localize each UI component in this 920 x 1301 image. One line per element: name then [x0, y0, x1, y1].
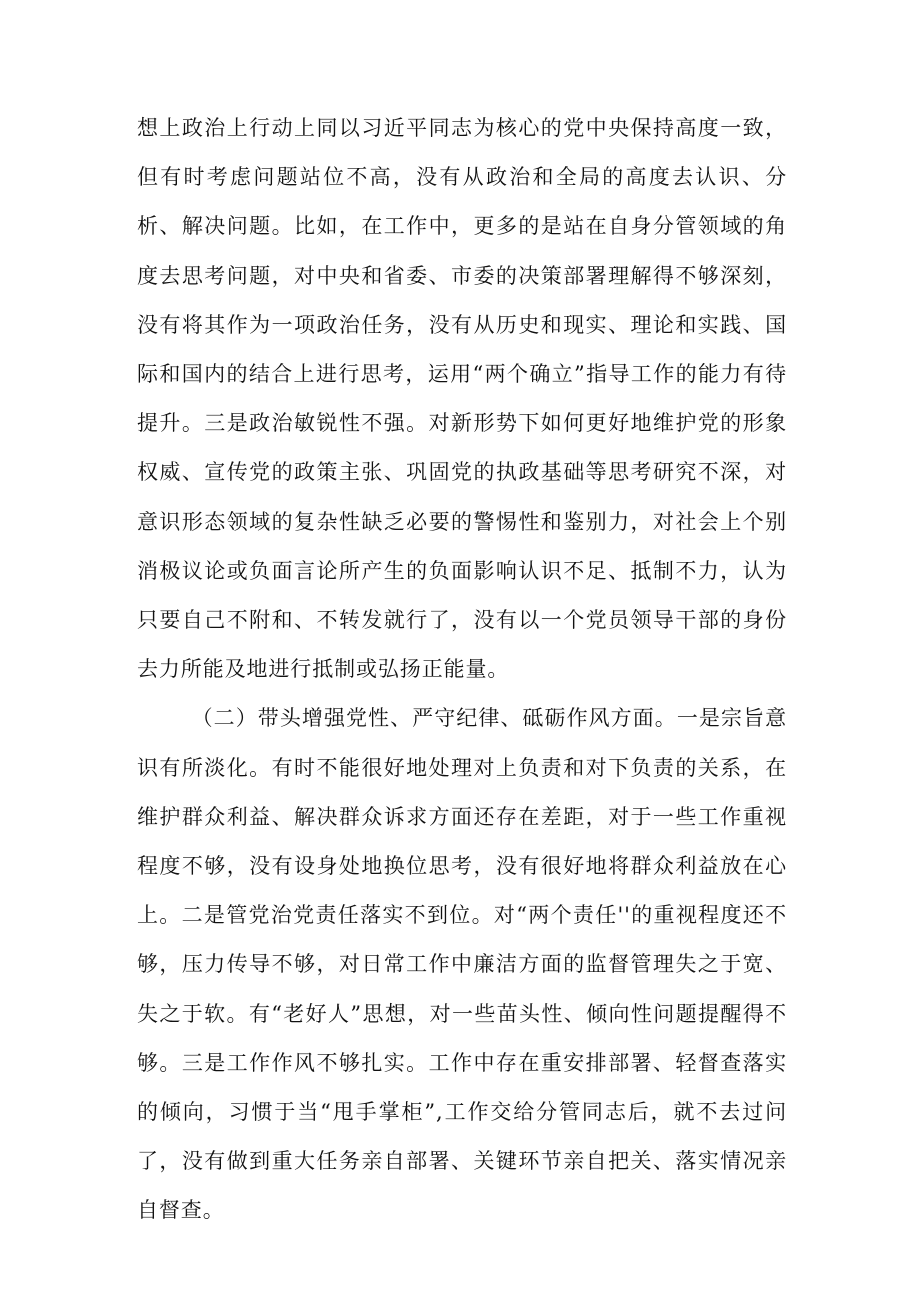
document-body [137, 104, 787, 1236]
paragraph-party-discipline: （二）带头增强党性、严守纪律、砥砺作风方面。一是宗旨意识有所淡化。有时不能很好地处理对上负责和对下负责的关系，在维护群众利益、解决群众诉求方面还存在差距，对于一些工作重视程度不够，没有设身处地换位思考，没有很好地将群众利益放在心上。二是管党治党责任落实不到位。对“两个责任''的重视程度还不够，压力传导不够，对日常工作中廉洁方面的监督管理失之于宽、失之于软。有“老好人”思想，对一些苗头性、倾向性问题提醒得不够。三是工作作风不够扎实。工作中存在重安排部署、轻督查落实的倾向，习惯于当“甩手掌柜”,工作交给分管同志后，就不去过问了，没有做到重大任务亲自部署、关键环节亲自把关、落实情况亲自督查。 [137, 706, 787, 1223]
paragraph-political-awareness: 想上政治上行动上同以习近平同志为核心的党中央保持高度一致，但有时考虑问题站位不高，没有从政治和全局的高度去认识、分析、解决问题。比如，在工作中，更多的是站在自身分管领域的角度去思考问题，对中央和省委、市委的决策部署理解得不够深刻，没有将其作为一项政治任务，没有从历史和现实、理论和实践、国际和国内的结合上进行思考，运用“两个确立”指导工作的能力有待提升。三是政治敏锐性不强。对新形势下如何更好地维护党的形象权威、宣传党的政策主张、巩固党的执政基础等思考研究不深，对意识形态领域的复杂性缺乏必要的警惕性和鉴别力，对社会上个别消极议论或负面言论所产生的负面影响认识不足、抵制不力，认为只要自己不附和、不转发就行了，没有以一个党员领导干部的身份去力所能及地进行抵制或弘扬正能量。 [137, 116, 787, 682]
